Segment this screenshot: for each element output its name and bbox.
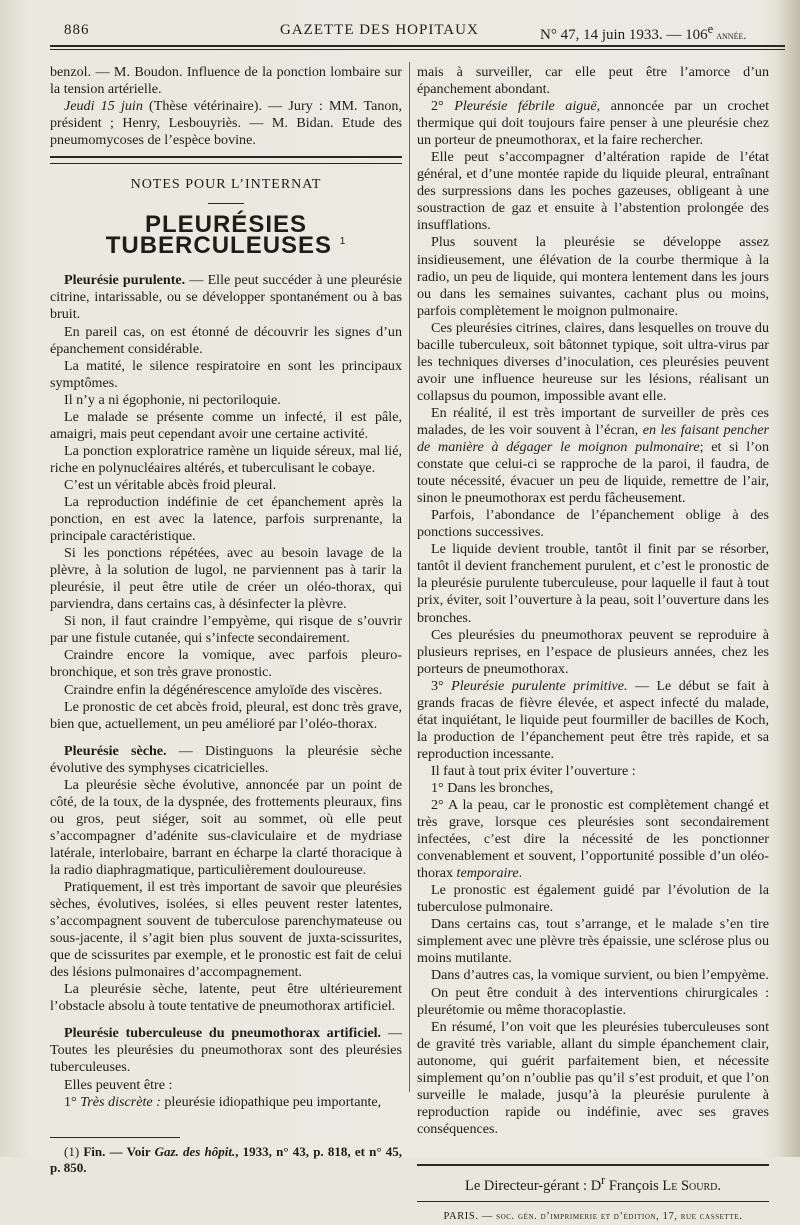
section-heading: Pleurésie purulente. [64, 272, 186, 289]
short-rule [208, 203, 244, 204]
paragraph: Pleurésie tuberculeuse du pneumothorax artificiel. — Toutes les pleurésies du pneumothorax sont des pleurésies tuberculeuses. [50, 1025, 402, 1076]
paragraph: Le liquide devient trouble, tantôt il finit par se résorber, tantôt il devient franchement purulent, et c’est le pronostic de la pleurésie purulente tuberculeuse, pour laquelle il faut à tout prix, éviter, soit l’ouverture à la peau, soit l’ouverture dans les bronches. [417, 541, 769, 626]
paragraph: La matité, le silence respiratoire en sont les principaux symptômes. [50, 357, 402, 391]
paragraph: Le malade se présente comme un infecté, il est pâle, amaigri, mais peut cependant avoir une certaine activité. [50, 408, 402, 442]
paragraph: Il n’y a ni égophonie, ni pectoriloquie. [64, 391, 281, 408]
section-double-rule [50, 156, 402, 164]
paragraph: Pleurésie purulente. — Elle peut succéder à une pleurésie citrine, intarissable, ou se développer spontanément ou à bas bruit. [50, 272, 402, 323]
paragraph: Craindre encore la vomique, avec parfois pleuro-bronchique, et son très grave pronostic. [50, 647, 402, 681]
page-edge-shadow [776, 0, 800, 1157]
section-kicker: NOTES POUR L’INTERNAT [130, 177, 322, 193]
printer-rule [417, 1201, 769, 1202]
paragraph: En résumé, l’on voit que les pleurésies tuberculeuses sont de gravité très variable, allant du simple épanchement clair, autonome, qui guérit parfaitement bien, et nécessite simplement qu’on n’oublie pas qu’il s’est produit, et que l’on surveille le malade, jusqu’à la pleurésie purulente à reproduction rapide ou indéfinie, avec ses graves conséquences. [417, 1018, 769, 1137]
title-footnote-ref: 1 [339, 236, 347, 248]
paragraph: La pleurésie sèche, latente, peut être ultérieurement l’obstacle absolu à toute tentative de pneumothorax artificiel. [50, 981, 402, 1015]
paragraph: Ces pleurésies du pneumothorax peuvent se reproduire à plusieurs reprises, en l’espace de plusieurs années, chez les porteurs de pneumothorax. [417, 626, 769, 677]
article-title: PLEURÉSIES TUBERCULEUSES $^1$ [105, 211, 347, 260]
paragraph: La ponction exploratrice ramène un liquide séreux, mal lié, riche en polynucléaires altérés, et tuberculisant le cobaye. [50, 442, 402, 476]
paragraph: Plus souvent la pleurésie se développe assez insidieusement, une élévation de la courbe thermique à la radio, un peu de liquide, qui montera lentement dans les jours ou dans les semaines suivantes, cachant plus ou moins, parfois complètement le moignon pulmonaire. [417, 234, 769, 319]
paragraph: Parfois, l’abondance de l’épanchement oblige à des ponctions successives. [417, 507, 769, 541]
paragraph: 2° Pleurésie fébrile aiguë, annoncée par un crochet thermique qui doit toujours faire penser à une pleurésie chez un porteur de pneumothorax, et la faire rechercher. [417, 98, 769, 149]
header-rule-thin [50, 49, 785, 50]
section-heading: Pleurésie tuberculeuse du pneumothorax artificiel. [64, 1025, 382, 1042]
intro-paragraph-2: Jeudi 15 juin (Thèse vétérinaire). — Jury : MM. Tanon, président ; Henry, Lesbouyriès. — M. Bidan. Etude des pneumomycoses de l’espèce bovine. [50, 98, 402, 149]
paragraph: Pratiquement, il est très important de savoir que pleurésies sèches, évolutives, isolées, si elles peuvent rester latentes, s’accompagnent souvent de tuberculose parenchymateuse ou sous-jacente, il s’agit bien plus souvent de juxta-scissurites, que de scissurites par exemple, et le pronostic est fait de celui des lésions pulmonaires d’accompagnement. [50, 879, 402, 981]
right-column [417, 64, 769, 1225]
issue-info: N° 47, 14 juin 1933. — 106e année. [540, 22, 747, 43]
paragraph: Il faut à tout prix éviter l’ouverture : [431, 762, 636, 779]
paragraph: Craindre enfin la dégénérescence amyloïde des viscères. [64, 681, 383, 698]
left-column [50, 64, 402, 1176]
paragraph: Si non, il faut craindre l’empyème, qui risque de s’ouvrir par une fistule cutanée, qui s’infecte secondairement. [50, 613, 402, 647]
paragraph: En pareil cas, on est étonné de découvrir les signes d’un épanchement considérable. [50, 323, 402, 357]
page-header [40, 22, 785, 46]
paragraph: mais à surveiller, car elle peut être l’amorce d’un épanchement abondant. [417, 64, 769, 98]
journal-title: GAZETTE DES HOPITAUX [280, 22, 479, 38]
paragraph: Elle peut s’accompagner d’altération rapide de l’état général, et d’une montée rapide du liquide pleural, entraînant des surpressions dans les poches gazeuses, obligeant à une soustraction de gaz et ensuite à l’abstention prolongée des insufflations. [417, 149, 769, 234]
paragraph: Elles peuvent être : [64, 1076, 173, 1093]
paragraph: La reproduction indéfinie de cet épanchement après la ponction, en est avec la latence, parfois surprenante, la principale caractéristique. [50, 493, 402, 545]
paragraph: 3° Pleurésie purulente primitive. — Le début se fait à grands fracas de fièvre élevée, et aspect infecté du malade, état inquiétant, le liquide peut fourmiller de bacilles de Koch, la production de l’épanchement peut être très rapide, et sa reproduction incessante. [417, 677, 769, 762]
section-heading: Pleurésie sèche. [64, 742, 167, 759]
column-divider [409, 62, 410, 1092]
header-rule [50, 45, 785, 47]
signature-rule [417, 1164, 769, 1166]
paragraph: Dans certains cas, tout s’arrange, et le malade s’en tire simplement avec une plèvre très épaissie, une sclérose plus ou moins mutilante. [417, 916, 769, 967]
paragraph: Le pronostic est également guidé par l’évolution de la tuberculose pulmonaire. [417, 882, 769, 916]
footnote: (1) Fin. — Voir Gaz. des hôpit., 1933, n° 43, p. 818, et n° 45, p. 850. [50, 1143, 402, 1175]
page-number: 886 [64, 22, 90, 38]
intro-paragraph: benzol. — M. Boudon. Influence de la ponction lombaire sur la tension artérielle. [50, 64, 402, 98]
paragraph: C’est un véritable abcès froid pleural. [64, 476, 277, 493]
paragraph: En réalité, il est très important de surveiller de près ces malades, de les voir souvent à l’écran, en les faisant pencher de manière à dégager le moignon pulmonaire; et si l’on constate que celui-ci se rapproche de la paroi, il faudra, de toute nécessité, évacuer un peu de liquide, remettre de l’air, sinon le pneumothorax est perdu fâcheusement. [417, 404, 770, 507]
paragraph: Si les ponctions répétées, avec au besoin lavage de la plèvre, à la solution de lugol, ne parviennent pas à tarir la pleurésie, il peut être utile de créer un oléo-thorax, qui parviendra, dans certains cas, à désinfecter la plèvre. [50, 545, 402, 613]
paragraph: 1° Dans les bronches, [431, 779, 554, 796]
paragraph: Le pronostic de cet abcès froid, pleural, est donc très grave, bien que, actuellement, un peu amélioré par l’oléo-thorax. [50, 698, 402, 732]
printer-imprint: PARIS. — soc. gén. d’imprimerie et d’édition, 17, rue cassette. [443, 1210, 743, 1222]
paragraph: Dans d’autres cas, la vomique survient, ou bien l’empyème. [431, 967, 769, 984]
paragraph: On peut être conduit à des interventions chirurgicales : pleurétomie ou même thoracoplastie. [417, 984, 769, 1018]
footnote-rule [50, 1137, 180, 1138]
paragraph: 2° A la peau, car le pronostic est complètement changé et très grave, lorsque ces pleurésies sont secondairement infectées, c’est dire la nécessité de les ponctionner convenablement et souvent, l’opportunité possible d’un oléo-thorax temporaire. [417, 797, 769, 882]
director-signature: Le Directeur-gérant : $D^r$ François Le Sourd. [464, 1172, 722, 1194]
paragraph: Pleurésie sèche. — Distinguons la pleurésie sèche évolutive des symphyses cicatricielles. [50, 742, 402, 776]
paragraph: 1° Très discrète : pleurésie idiopathique peu importante, [64, 1093, 382, 1110]
paragraph: Ces pleurésies citrines, claires, dans lesquelles on trouve du bacille tuberculeux, soit bâtonnet typique, soit ultra-virus par les techniques diverses d’inoculation, ces pleurésies peuvent avoir une influence heureuse sur les lésions, réalisant un collapsus du poumon, impossible avant elle. [417, 319, 769, 404]
paragraph: La pleurésie sèche évolutive, annoncée par un point de côté, de la toux, de la dyspnée, des frottements pleuraux, fins ou gros, peut siéger, soit au sommet, où elle peut s’accompagner d’adénite sus-claviculaire et de mydriase latérale, interlobaire, barrant en écharpe la clarté thoracique à la radio diaphragmatique, particulièrement douloureuse. [50, 776, 402, 878]
